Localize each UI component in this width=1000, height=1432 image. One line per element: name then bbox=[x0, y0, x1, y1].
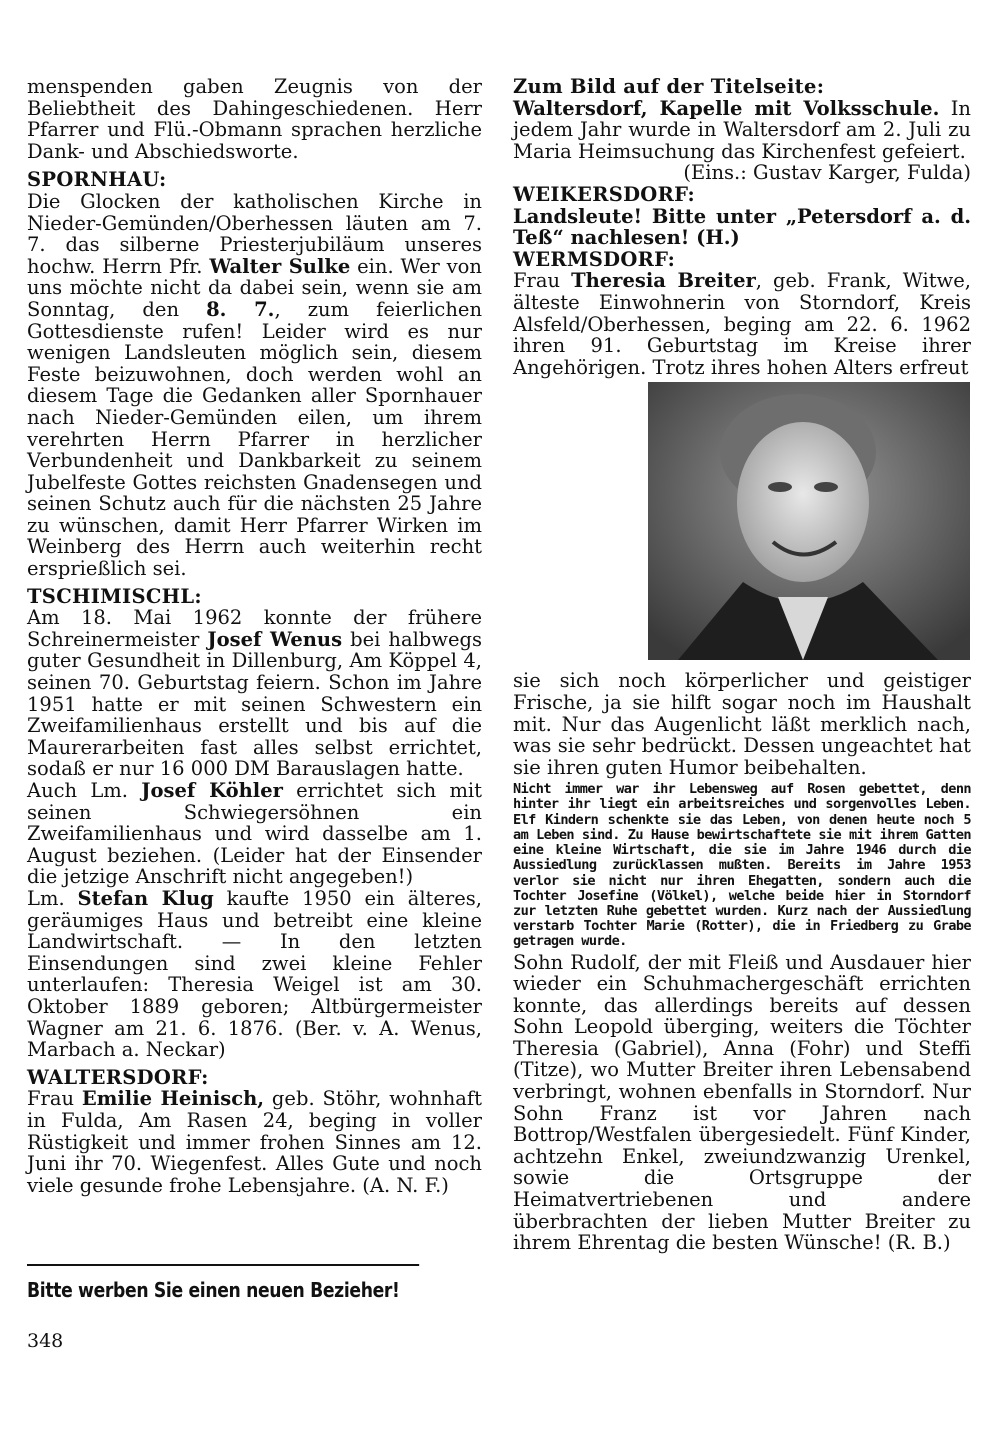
tschimischl-paragraph-2: Auch Lm. Josef Köhler errichtet sich mit seinen Schwiegersöhnen ein Zweifamilienhaus und wird dasselbe am 1. August beziehen. (Leider hat der Einsender die jetzige Anschrift nicht angegeben!) bbox=[27, 779, 483, 889]
wermsdorf-paragraph-1: Frau Theresia Breiter, geb. Frank, Witwe, älteste Einwohnerin von Storndorf, Kreis Alsfeld/Oberhessen, beging am 22. 6. 1962 ihren 91. Geburtstag im Kreise ihrer Angehörigen. Trotz ihres hohen Alters erfreut bbox=[513, 269, 971, 379]
right-column bbox=[513, 76, 971, 1254]
portrait-photo bbox=[648, 382, 970, 660]
tschimischl-paragraph-3: Lm. Stefan Klug kaufte 1950 ein älteres, geräumiges Haus und betreibt eine kleine Landwirtschaft. — In den letzten Einsendungen sind zwei kleine Fehler unterlaufen: Theresia Weigel ist am 30. Oktober 1889 geboren; Altbürgermeister Wagner am 21. 6. 1876. (Ber. v. A. Wenus, Marbach a. Neckar) bbox=[27, 886, 482, 1062]
weikersdorf-paragraph: Landsleute! Bitte unter „Petersdorf a. d. Teß“ nachlesen! (H.) bbox=[513, 204, 971, 250]
tschimischl-paragraph-1: Am 18. Mai 1962 konnte der frühere Schreinermeister Josef Wenus bei halbwegs guter Gesundheit in Dillenburg, Am Köppel 4, seinen 70. Geburtstag feiern. Schon im Jahre 1951 hatte er mit seinen Schwestern ein Zweifamilienhaus erstellt und bis auf die Maurerarbeiten fast alles selbst errichtet, sodaß er nur 16 000 DM Barauslagen hatte. bbox=[27, 606, 483, 781]
section-heading-tschimischl: TSCHIMISCHL: bbox=[27, 584, 202, 608]
waltersdorf-paragraph: Frau Emilie Heinisch, geb. Stöhr, wohnhaft in Fulda, Am Rasen 24, beging in voller Rüstigkeit und immer frohen Sinnes am 12. Juni ihr 70. Wiegenfest. Alles Gute und noch viele gesunde frohe Lebensjahre. (A. N. F.) bbox=[27, 1087, 482, 1197]
section-heading-wermsdorf: WERMSDORF: bbox=[513, 247, 676, 271]
titelbild-paragraph: Waltersdorf, Kapelle mit Volksschule. In jedem Jahr wurde in Waltersdorf am 2. Juli zu Maria Heimsuchung das Kirchenfest gefeiert. (Eins.: Gustav Karger, Fulda) bbox=[513, 96, 971, 185]
left-column bbox=[27, 76, 482, 1196]
section-heading-spornhau: SPORNHAU: bbox=[27, 168, 167, 192]
section-heading-weikersdorf: WEIKERSDORF: bbox=[513, 182, 696, 206]
wermsdorf-small-print: Nicht immer war ihr Lebensweg auf Rosen gebettet, denn hinter ihr liegt ein arbeitsreiches und sorgenvolles Leben. Elf Kindern schenkte sie das Leben, von denen heute noch 5 am Leben sind. Zu Hause bewirtschaftete sie mit ihrem Gatten eine kleine Wirtschaft, die sie im Jahre 1946 durch die Aussiedlung zurücklassen mußten. Bereits im Jahre 1953 verlor sie nicht nur ihren Ehegatten, sondern auch die Tochter Josefine (Völkel), welche beide hier in Storndorf zur letzten Ruhe gebettet wurden. Kurz nach der Aussiedlung verstarb Tochter Marie (Rotter), die in Friedberg zu Grabe getragen wurde. bbox=[513, 781, 971, 950]
titelbild-source: (Eins.: Gustav Karger, Fulda) bbox=[683, 161, 971, 185]
section-heading-waltersdorf: WALTERSDORF: bbox=[27, 1065, 209, 1089]
section-heading-titelbild: Zum Bild auf der Titelseite: bbox=[513, 75, 825, 98]
wermsdorf-paragraph-3: Sohn Rudolf, der mit Fleiß und Ausdauer hier wieder ein Schuhmachergeschäft errichten konnte, das allerdings bereits auf dessen Sohn Leopold überging, weiters die Töchter Theresia (Gabriel), Anna (Fohr) und Steffi (Titze), wo Mutter Breiter ihren Lebensabend verbringt, wohnen ebenfalls in Storndorf. Nur Sohn Franz ist vor Jahren nach Bottrop/Westfalen übergesiedelt. Fünf Kinder, achtzehn Enkel, zweiundzwanzig Urenkel, sowie die Ortsgruppe der Heimatvertriebenen und andere überbrachten der lieben Mutter Breiter zu ihrem Ehrentag die besten Wünsche! (R. B.) bbox=[513, 950, 971, 1255]
page-number: 348 bbox=[27, 1330, 64, 1352]
subscriber-promo: Bitte werben Sie einen neuen Bezieher! bbox=[27, 1264, 419, 1302]
wermsdorf-paragraph-2: sie sich noch körperlicher und geistiger Frische, ja sie hilft sogar noch im Haushalt mit. Nur das Augenlicht läßt merklich nach, was sie sehr bedrückt. Dessen ungeachtet hat sie ihren guten Humor beibehalten. bbox=[513, 669, 971, 779]
intro-paragraph: menspenden gaben Zeugnis von der Beliebtheit des Dahingeschiedenen. Herr Pfarrer und Flü.-Obmann sprachen herzliche Dank- und Abschiedsworte. bbox=[27, 75, 482, 163]
spornhau-paragraph: Die Glocken der katholischen Kirche in Nieder-Gemünden/Oberhessen läuten am 7. 7. das silberne Priesterjubiläum unseres hochw. Herrn Pfr. Walter Sulke ein. Wer von uns möchte nicht da dabei sein, wenn sie am Sonntag, den 8. 7., zum feierlichen Gottesdienste rufen! Leider wird es nur wenigen Landsleuten möglich sein, diesem Feste beizuwohnen, doch werden wohl an diesem Tage die Gedanken aller Spornhauer nach Nieder-Gemünden eilen, um ihrem verehrten Herrn Pfarrer in herzlicher Verbundenheit und Dankbarkeit zu seinem Jubelfeste Gottes reichsten Gnadensegen und seinen Schutz auch für die nächsten 25 Jahre zu wünschen, damit Herr Pfarrer Wirken im Weinberg des Herrn auch weiterhin recht ersprießlich sei. bbox=[27, 189, 483, 581]
